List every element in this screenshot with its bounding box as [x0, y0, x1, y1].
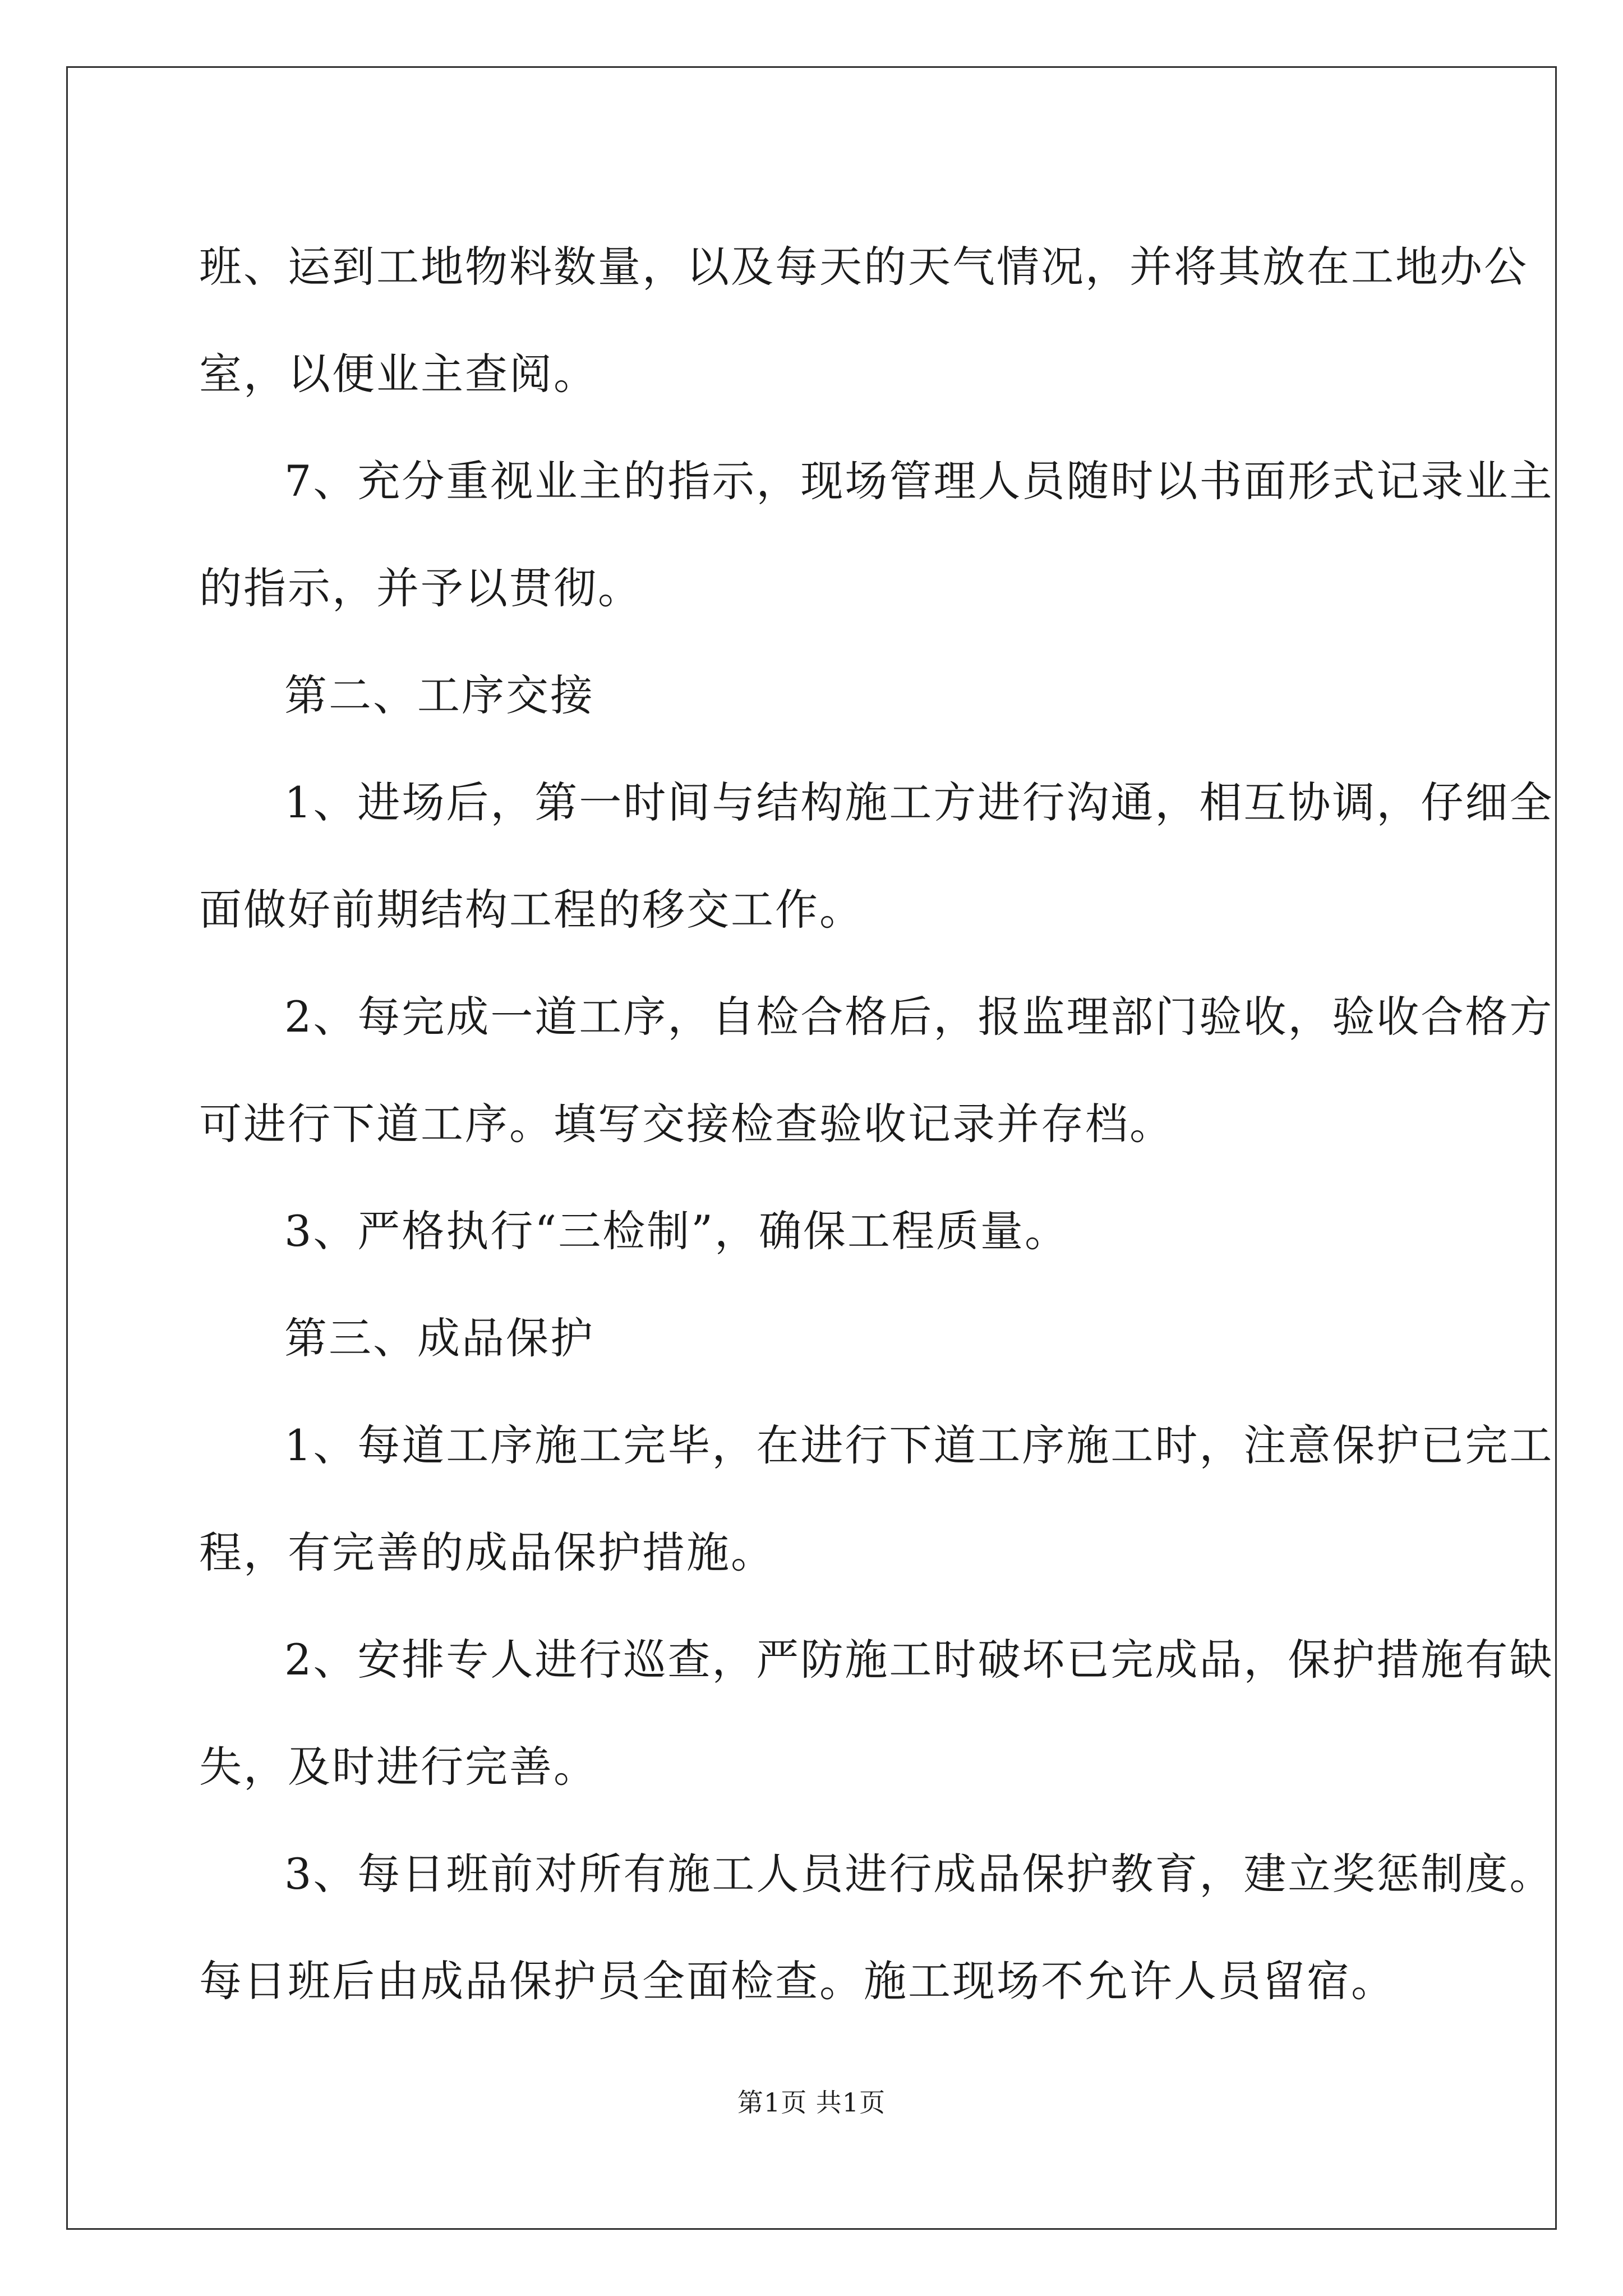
text-line-8: 2、每完成一道工序，自检合格后，报监理部门验收，验收合格方 — [284, 992, 1554, 1042]
section-heading-2: 第二、工序交接 — [284, 670, 594, 720]
text-line-6: 1、进场后，第一时间与结构施工方进行沟通，相互协调，仔细全 — [284, 777, 1554, 827]
text-line-16: 3、每日班前对所有施工人员进行成品保护教育，建立奖惩制度。 — [284, 1849, 1554, 1899]
text-line-12: 1、每道工序施工完毕，在进行下道工序施工时，注意保护已完工 — [284, 1420, 1554, 1470]
text-line-13: 程，有完善的成品保护措施。 — [199, 1527, 775, 1577]
text-line-14: 2、安排专人进行巡查，严防施工时破坏已完成品，保护措施有缺 — [284, 1635, 1554, 1685]
text-line-7: 面做好前期结构工程的移交工作。 — [199, 885, 864, 935]
text-line-10: 3、严格执行“三检制”，确保工程质量。 — [284, 1206, 1069, 1256]
text-line-17: 每日班后由成品保护员全面检查。施工现场不允许人员留宿。 — [199, 1956, 1395, 2006]
text-line-1: 班、运到工地物料数量，以及每天的天气情况，并将其放在工地办公 — [199, 242, 1528, 292]
text-line-15: 失，及时进行完善。 — [199, 1742, 598, 1792]
text-line-2: 室，以便业主查阅。 — [199, 349, 598, 399]
text-line-3: 7、充分重视业主的指示，现场管理人员随时以书面形式记录业主 — [284, 456, 1554, 506]
document-body — [199, 213, 1554, 2035]
text-line-9: 可进行下道工序。填写交接检查验收记录并存档。 — [199, 1099, 1174, 1149]
page-number-footer: 第1页 共1页 — [737, 2087, 886, 2118]
section-heading-3: 第三、成品保护 — [284, 1313, 594, 1363]
text-line-4: 的指示，并予以贯彻。 — [199, 563, 642, 613]
